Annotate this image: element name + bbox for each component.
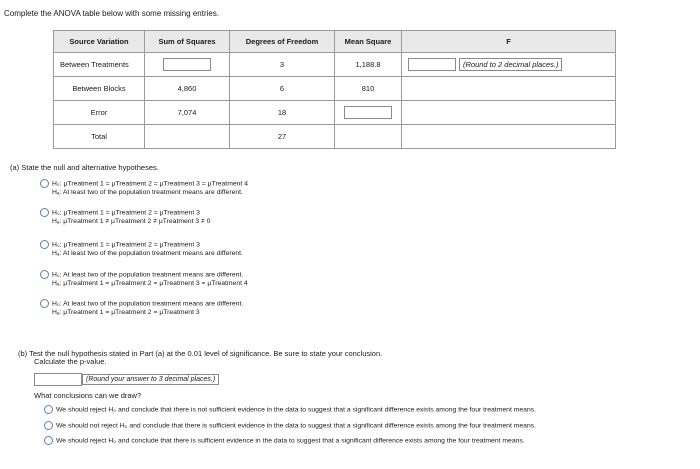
option-h0: H₀: μTreatment 1 = μTreatment 2 = μTreatment 3	[52, 241, 200, 249]
option-h0: H₀: μTreatment 1 = μTreatment 2 = μTreatment 3 = μTreatment 4	[52, 180, 248, 188]
radio-icon[interactable]	[40, 208, 49, 217]
option-h0: H₀: μTreatment 1 = μTreatment 2 = μTreatment 3	[52, 209, 200, 217]
f-round-note: (Round to 2 decimal places.)	[459, 58, 562, 71]
option-h0: H₀: At least two of the population treatment means are different.	[52, 271, 244, 279]
radio-icon[interactable]	[40, 299, 49, 308]
conclusion-option-1[interactable]	[44, 405, 696, 414]
f-cell	[402, 125, 616, 149]
col-header-ss: Sum of Squares	[145, 31, 230, 53]
option-ha: Hₐ: μTreatment 1 = μTreatment 2 = μTreatment 3	[52, 309, 200, 317]
radio-icon[interactable]	[40, 179, 49, 188]
ss-cell	[145, 53, 230, 77]
ms-cell: 1,188.8	[335, 53, 402, 77]
table-row	[54, 53, 616, 77]
ss-cell: 4,860	[145, 77, 230, 101]
pvalue-round-note: (Round your answer to 3 decimal places.)	[82, 374, 219, 385]
radio-icon[interactable]	[44, 436, 53, 445]
conclusion-text: We should reject H₀ and conclude that there is sufficient evidence in the data to suggest that a significant difference exists among the four treatment means.	[56, 437, 525, 445]
f-value-input[interactable]	[408, 58, 456, 71]
hypothesis-option-5[interactable]	[40, 299, 243, 317]
col-header-source: Source Variation	[54, 31, 145, 53]
hypothesis-option-2[interactable]	[40, 208, 210, 226]
df-cell: 3	[230, 53, 335, 77]
conclusion-text: We should reject H₀ and conclude that there is not sufficient evidence in the data to suggest that a significant difference exists among the four treatment means.	[56, 406, 537, 414]
part-a-question: (a) State the null and alternative hypotheses.	[10, 163, 159, 172]
ms-error-input[interactable]	[344, 106, 392, 119]
radio-icon[interactable]	[44, 405, 53, 414]
anova-table	[53, 30, 616, 149]
col-header-f: F	[402, 31, 616, 53]
option-h0: H₀: At least two of the population treatment means are different.	[52, 300, 244, 308]
hypothesis-option-1[interactable]	[40, 179, 248, 197]
table-row	[54, 77, 616, 101]
option-ha: Hₐ: μTreatment 1 ≠ μTreatment 2 ≠ μTreatment 3 ≠ 0	[52, 218, 211, 226]
conclusion-text: We should not reject H₀ and conclude that there is sufficient evidence in the data to suggest that a significant difference exists among the four treatment means.	[56, 422, 537, 430]
df-cell: 18	[230, 101, 335, 125]
table-row	[54, 125, 616, 149]
pvalue-input[interactable]	[34, 373, 82, 386]
option-ha: Hₐ: At least two of the population treatment means are different.	[52, 189, 243, 197]
hypothesis-option-3[interactable]	[40, 240, 243, 258]
row-source: Total	[54, 125, 145, 149]
f-cell	[402, 101, 616, 125]
option-ha: Hₐ: μTreatment 1 = μTreatment 2 = μTreatment 3 = μTreatment 4	[52, 280, 248, 288]
ms-cell	[335, 125, 402, 149]
pvalue-row	[34, 371, 219, 389]
option-ha: Hₐ: At least two of the population treatment means are different.	[52, 250, 243, 258]
col-header-ms: Mean Square	[335, 31, 402, 53]
table-header-row	[54, 31, 616, 53]
ms-cell	[335, 101, 402, 125]
col-header-df: Degrees of Freedom	[230, 31, 335, 53]
f-cell	[402, 77, 616, 101]
radio-icon[interactable]	[40, 270, 49, 279]
instructions-text: Complete the ANOVA table below with some missing entries.	[4, 9, 220, 18]
ms-cell: 810	[335, 77, 402, 101]
ss-cell: 7,074	[145, 101, 230, 125]
part-b-question: (b) Test the null hypothesis stated in Part (a) at the 0.01 level of significance. Be sure to state your conclusion.	[18, 349, 383, 358]
conclusion-question: What conclusions can we draw?	[34, 391, 142, 400]
radio-icon[interactable]	[40, 240, 49, 249]
f-cell	[402, 53, 616, 77]
df-cell: 6	[230, 77, 335, 101]
ss-cell	[145, 125, 230, 149]
row-source: Between Treatments	[54, 53, 145, 77]
row-source: Between Blocks	[54, 77, 145, 101]
calc-pvalue-label: Calculate the p-value.	[34, 357, 107, 366]
row-source: Error	[54, 101, 145, 125]
hypothesis-option-4[interactable]	[40, 270, 248, 288]
conclusion-option-2[interactable]	[44, 421, 696, 430]
conclusion-option-3[interactable]	[44, 436, 696, 445]
ss-treatments-input[interactable]	[163, 58, 211, 71]
radio-icon[interactable]	[44, 421, 53, 430]
df-cell: 27	[230, 125, 335, 149]
table-row	[54, 101, 616, 125]
